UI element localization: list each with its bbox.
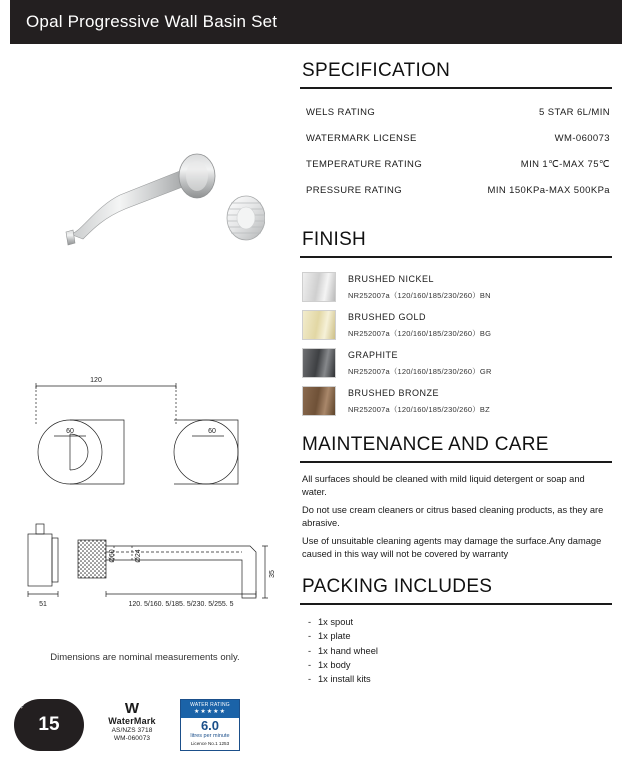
header-accent-bar	[0, 0, 10, 44]
finish-swatch-brushed-gold	[302, 310, 336, 340]
right-column	[300, 44, 612, 701]
packing-item: - 1x body	[308, 658, 612, 672]
wels-title: WATER RATING	[190, 702, 230, 708]
wels-license: Licence No.1 1253	[190, 741, 230, 747]
packing-item: - 1x spout	[308, 615, 612, 629]
spec-value: WM-060073	[554, 132, 610, 144]
wels-unit: litres per minute	[190, 733, 230, 740]
finish-code: NR252007a（120/160/185/230/260）BN	[348, 291, 491, 301]
maintenance-rule	[300, 461, 612, 463]
finish-name: GRAPHITE	[348, 349, 399, 360]
wels-stars: ★★★★★	[194, 709, 226, 715]
technical-drawing-top-view	[10, 364, 282, 514]
spec-row	[300, 151, 612, 177]
specification-section	[300, 60, 612, 203]
svg-text:Ø60: Ø60	[109, 549, 116, 563]
finish-item	[300, 306, 612, 344]
finish-swatch-brushed-nickel	[302, 272, 336, 302]
spec-row	[300, 99, 612, 125]
maintenance-title: MAINTENANCE AND CARE	[302, 434, 549, 455]
svg-text:60: 60	[208, 428, 216, 435]
spec-value: MIN 1℃-MAX 75℃	[520, 158, 610, 170]
product-photo	[25, 139, 265, 274]
page-title: Opal Progressive Wall Basin Set	[26, 12, 278, 31]
warranty-arc-text: 15 YEARS WARRANTY	[18, 660, 48, 710]
maintenance-paragraph: All surfaces should be cleaned with mild liquid detergent or soap and water.	[302, 474, 585, 498]
packing-section	[300, 576, 612, 687]
packing-item: - 1x install kits	[308, 672, 612, 686]
packing-item: - 1x hand wheel	[308, 644, 612, 658]
watermark-name: WaterMark	[108, 716, 156, 726]
spec-row	[300, 177, 612, 203]
spec-label: WATERMARK LICENSE	[306, 132, 417, 144]
svg-text:60: 60	[66, 428, 74, 435]
packing-title: PACKING INCLUDES	[302, 575, 493, 597]
finish-rule	[300, 256, 612, 258]
finish-swatch-brushed-bronze	[302, 386, 336, 416]
svg-text:51: 51	[39, 601, 47, 608]
maintenance-paragraph: Use of unsuitable cleaning agents may damage the surface.Any damage caused in this way will not be covered by warranty	[302, 535, 602, 560]
packing-list	[300, 615, 612, 687]
watermark-license: WM-060073	[113, 735, 151, 742]
watermark-badge	[96, 701, 168, 742]
maintenance-section	[300, 434, 612, 562]
left-column	[0, 44, 290, 761]
specification-title: SPECIFICATION	[302, 60, 451, 81]
finish-code: NR252007a（120/160/185/230/260）BG	[348, 329, 492, 339]
finish-title: FINISH	[302, 229, 367, 250]
finish-section	[300, 229, 612, 420]
packing-rule	[300, 603, 612, 605]
finish-swatch-graphite	[302, 348, 336, 378]
svg-text:120: 120	[90, 377, 102, 384]
finish-name: BRUSHED BRONZE	[348, 387, 440, 398]
svg-text:35: 35	[269, 570, 276, 578]
spec-value: 5 STAR 6L/MIN	[538, 106, 610, 118]
watermark-w-logo: W	[124, 700, 140, 717]
watermark-standard: AS/NZS 3718	[111, 727, 153, 734]
finish-item	[300, 382, 612, 420]
wels-badge	[180, 699, 240, 751]
spec-label: PRESSURE RATING	[306, 184, 403, 196]
svg-text:Ø24: Ø24	[135, 549, 142, 563]
specification-rule	[300, 87, 612, 89]
technical-drawing-side-view	[10, 494, 282, 639]
spec-label: TEMPERATURE RATING	[306, 158, 423, 170]
wels-value: 6.0	[200, 718, 220, 733]
dimension-note: Dimensions are nominal measurements only.	[50, 652, 240, 663]
svg-text:120. 5/160. 5/185. 5/230. 5/25: 120. 5/160. 5/185. 5/230. 5/255. 5	[128, 601, 234, 608]
finish-code: NR252007a（120/160/185/230/260）GR	[348, 367, 492, 377]
finish-item	[300, 268, 612, 306]
page-header	[0, 0, 622, 44]
spec-value: MIN 150KPa-MAX 500KPa	[487, 184, 610, 196]
finish-code: NR252007a（120/160/185/230/260）BZ	[348, 405, 490, 415]
maintenance-text	[300, 473, 612, 562]
spec-row	[300, 125, 612, 151]
packing-item: - 1x plate	[308, 629, 612, 643]
spec-label: WELS RATING	[306, 106, 376, 118]
finish-name: BRUSHED GOLD	[348, 311, 427, 322]
certification-badges	[14, 660, 284, 755]
finish-item	[300, 344, 612, 382]
finish-name: BRUSHED NICKEL	[348, 273, 435, 284]
maintenance-paragraph: Do not use cream cleaners or citrus based cleaning products, as they are abrasive.	[302, 504, 604, 529]
warranty-years: 15	[38, 714, 60, 735]
wels-header	[181, 700, 239, 718]
warranty-badge	[14, 660, 84, 751]
